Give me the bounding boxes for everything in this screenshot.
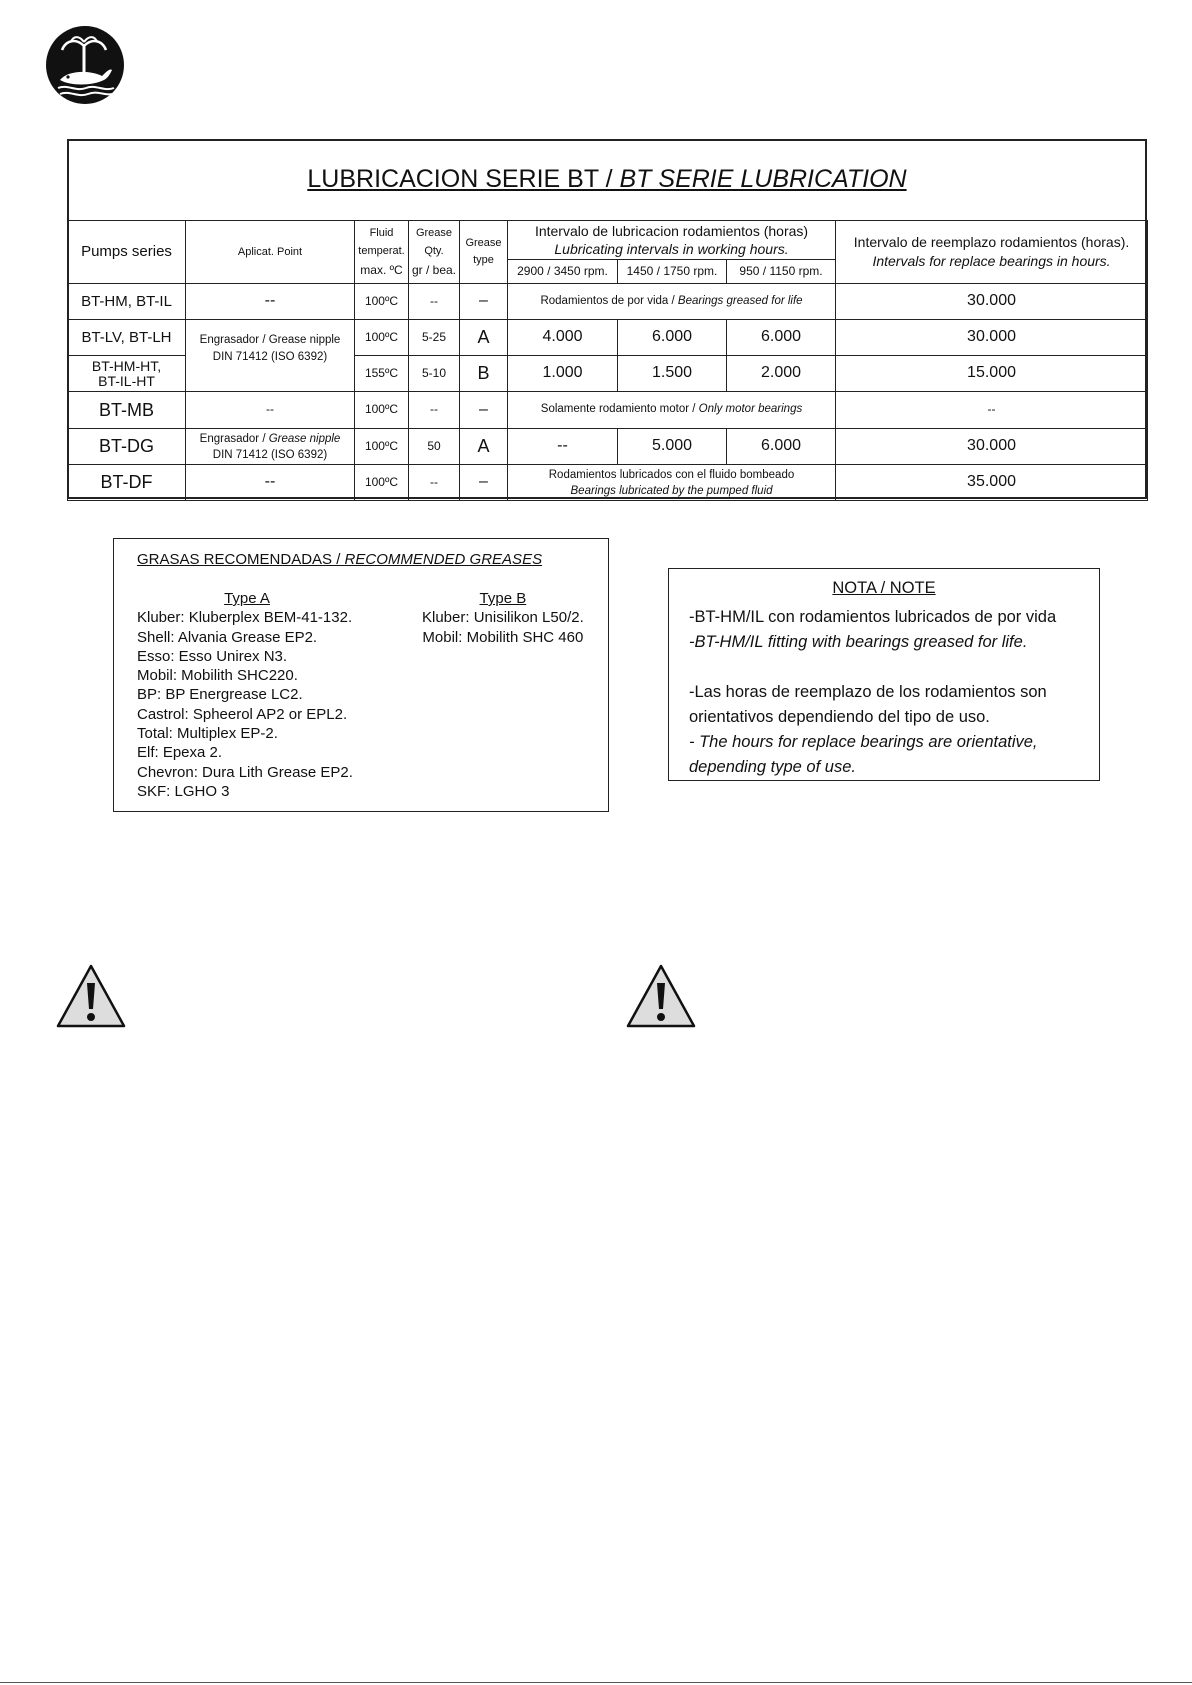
interval-cell: 4.000 — [508, 320, 618, 356]
point-cell: -- — [186, 392, 355, 429]
header-rpm-3: 950 / 1150 rpm. — [727, 260, 836, 284]
header-row — [68, 221, 1148, 260]
grease-item: Kluber: Kluberplex BEM-41-132. — [137, 609, 353, 627]
grease-item: Castrol: Spheerol AP2 or EPL2. — [137, 705, 348, 723]
type-cell: A — [460, 320, 508, 356]
interval-cell: 1.000 — [508, 356, 618, 392]
table-row — [68, 392, 1148, 429]
point-cell: -- — [186, 284, 355, 320]
temp-cell: 100ºC — [355, 284, 409, 320]
type-b-heading: Type B — [479, 590, 527, 607]
greases-title: GRASAS RECOMENDADAS / RECOMMENDED GREASES — [137, 551, 543, 568]
header-pumps-series: Pumps series — [68, 221, 186, 284]
replace-cell: 30.000 — [836, 429, 1148, 465]
interval-cell: -- — [508, 429, 618, 465]
type-cell: – — [460, 284, 508, 320]
qty-cell: 5-10 — [409, 356, 460, 392]
table-row — [68, 320, 1148, 356]
grease-item: Kluber: Unisilikon L50/2. — [422, 609, 584, 627]
table-row — [68, 429, 1148, 465]
span-cell: Rodamientos de por vida / Bearings greased for life — [508, 284, 836, 320]
header-fluid-temp-unit: max. ºC — [355, 260, 409, 284]
header-replace-intervals: Intervalo de reemplazo rodamientos (horas). Intervals for replace bearings in hours. — [836, 221, 1148, 284]
point-cell: Engrasador / Grease nipple DIN 71412 (ISO 6392) — [186, 429, 355, 465]
type-b-list — [422, 589, 584, 647]
fountain-whale-logo — [46, 26, 124, 104]
type-cell: B — [460, 356, 508, 392]
replace-cell: -- — [836, 392, 1148, 429]
point-cell: -- — [186, 465, 355, 501]
series-cell: BT-HM, BT-IL — [68, 284, 186, 320]
qty-cell: -- — [409, 284, 460, 320]
temp-cell: 100ºC — [355, 392, 409, 429]
recommended-greases-box — [113, 538, 609, 812]
replace-cell: 35.000 — [836, 465, 1148, 501]
interval-cell: 6.000 — [618, 320, 727, 356]
point-cell: Engrasador / Grease nipple DIN 71412 (ISO 6392) — [186, 320, 355, 392]
series-cell: BT-MB — [68, 392, 186, 429]
lubrication-table — [67, 220, 1148, 501]
note-box — [668, 568, 1100, 781]
header-grease-qty: Grease Qty. — [409, 221, 460, 260]
grease-item: Shell: Alvania Grease EP2. — [137, 628, 318, 646]
warning-triangle-icon — [55, 963, 127, 1029]
lubrication-table-box — [67, 139, 1147, 499]
interval-cell: 5.000 — [618, 429, 727, 465]
span-cell: Rodamientos lubricados con el fluido bombeado Bearings lubricated by the pumped fluid — [508, 465, 836, 501]
note-title: NOTA / NOTE — [832, 579, 936, 597]
grease-item: Total: Multiplex EP-2. — [137, 725, 278, 743]
grease-item: Mobil: Mobilith SHC220. — [137, 667, 298, 685]
table-row — [68, 284, 1148, 320]
type-a-heading: Type A — [224, 590, 270, 607]
grease-item: Esso: Esso Unirex N3. — [137, 647, 288, 665]
series-cell: BT-LV, BT-LH — [68, 320, 186, 356]
type-a-list — [137, 589, 357, 801]
interval-cell: 6.000 — [727, 320, 836, 356]
header-grease-qty-unit: gr / bea. — [409, 260, 460, 284]
span-cell: Solamente rodamiento motor / Only motor bearings — [508, 392, 836, 429]
grease-item: SKF: LGHO 3 — [137, 782, 230, 800]
type-cell: – — [460, 465, 508, 501]
replace-cell: 30.000 — [836, 284, 1148, 320]
temp-cell: 100ºC — [355, 465, 409, 501]
grease-item: Chevron: Dura Lith Grease EP2. — [137, 763, 353, 781]
interval-cell: 1.500 — [618, 356, 727, 392]
qty-cell: -- — [409, 392, 460, 429]
table-title: LUBRICACION SERIE BT / BT SERIE LUBRICATION — [307, 165, 907, 193]
header-fluid-temp: Fluid temperat. — [355, 221, 409, 260]
header-rpm-2: 1450 / 1750 rpm. — [618, 260, 727, 284]
page-bottom-rule — [0, 1682, 1192, 1683]
qty-cell: 5-25 — [409, 320, 460, 356]
temp-cell: 100ºC — [355, 320, 409, 356]
type-cell: – — [460, 392, 508, 429]
temp-cell: 100ºC — [355, 429, 409, 465]
qty-cell: -- — [409, 465, 460, 501]
type-cell: A — [460, 429, 508, 465]
series-cell: BT-DF — [68, 465, 186, 501]
qty-cell: 50 — [409, 429, 460, 465]
interval-cell: 2.000 — [727, 356, 836, 392]
series-cell: BT-DG — [68, 429, 186, 465]
header-lubricating-intervals: Intervalo de lubricacion rodamientos (horas) Lubricating intervals in working hours. — [508, 221, 836, 260]
grease-item: BP: BP Energrease LC2. — [137, 686, 303, 704]
replace-cell: 15.000 — [836, 356, 1148, 392]
replace-cell: 30.000 — [836, 320, 1148, 356]
grease-item: Mobil: Mobilith SHC 460 — [422, 628, 584, 646]
interval-cell: 6.000 — [727, 429, 836, 465]
grease-item: Elf: Epexa 2. — [137, 744, 223, 762]
header-aplicat-point: Aplicat. Point — [186, 221, 355, 284]
table-row — [68, 465, 1148, 501]
warning-triangle-icon — [625, 963, 697, 1029]
series-cell: BT-HM-HT, BT-IL-HT — [68, 356, 186, 392]
temp-cell: 155ºC — [355, 356, 409, 392]
note-body: -BT-HM/IL con rodamientos lubricados de por vida -BT-HM/IL fitting with bearings greased for life. -Las horas de reemplazo de los rodamientos son orientativos dependiendo del tipo de uso. - The hours for replace bearings are orientative, depending type of use. — [689, 608, 1057, 776]
header-grease-type: Grease type — [460, 221, 508, 284]
header-rpm-1: 2900 / 3450 rpm. — [508, 260, 618, 284]
